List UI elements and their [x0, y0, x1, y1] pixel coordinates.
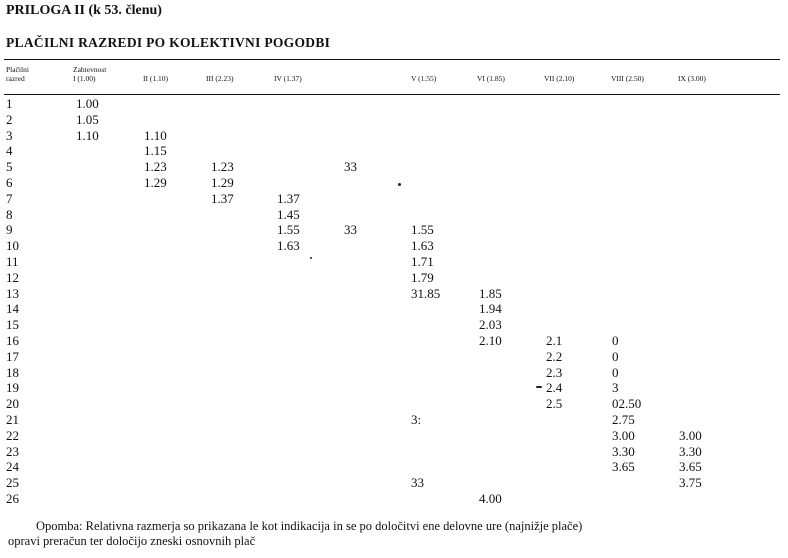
razred-number: 22 — [6, 427, 19, 443]
header-zahtevnost — [73, 65, 106, 83]
table-cell-c7: 2.4 — [546, 380, 563, 396]
table-cell-c8: 0 — [612, 364, 619, 380]
header-col-5: V (1.55) — [411, 74, 437, 83]
table-cell-c2: 1.23 — [144, 159, 167, 175]
table-cell-c9: 3.65 — [679, 459, 702, 475]
footnote-line2: opravi preračun ter določijo zneski osnovnih plač — [8, 534, 256, 548]
table-cell-c6: 4.00 — [479, 491, 502, 506]
table-cell-c5: 31.85 — [411, 285, 441, 301]
table-cell-c3: 1.23 — [211, 159, 234, 175]
table-cell-c9: 3.30 — [679, 443, 702, 459]
document-title: PRILOGA II (k 53. členu) — [6, 3, 162, 18]
razred-number: 1 — [6, 96, 13, 111]
table-cell-c2: 1.15 — [144, 143, 167, 159]
razred-number: 20 — [6, 396, 19, 412]
razred-number: 10 — [6, 238, 19, 254]
table-cell-c2: 1.29 — [144, 175, 167, 190]
header-razred — [6, 65, 29, 83]
header-col-7: VII (2.10) — [544, 74, 575, 83]
header-col-2: II (1.10) — [143, 74, 168, 83]
header-col-3: III (2.23) — [206, 74, 234, 83]
table-cell-c8: 0 — [612, 348, 619, 364]
table-cell-c8: 3.65 — [612, 459, 635, 475]
table-cell-c4: 1.63 — [277, 238, 300, 254]
razred-number: 9 — [6, 222, 13, 238]
header-zahtevnost-line2: I (1.00) — [73, 74, 96, 83]
table-cell-c1: 1.05 — [76, 111, 99, 127]
razred-number: 5 — [6, 159, 13, 175]
table-cell-c3: 1.37 — [211, 190, 234, 206]
razred-number: 14 — [6, 301, 19, 317]
razred-number: 13 — [6, 285, 19, 301]
table-cell-c5: 1.71 — [411, 254, 434, 269]
scan-speck — [398, 183, 401, 186]
table-cell-c8: 02.50 — [612, 396, 642, 412]
header-razred-line2: razred — [6, 74, 25, 83]
footnote-line1: Opomba: Relativna razmerja so prikazana le kot indikacija in se po določitvi ene delovne ure (najnižje plače) — [36, 519, 583, 533]
table-cell-c6: 1.85 — [479, 285, 502, 301]
table-cell-c7: 2.1 — [546, 333, 563, 348]
razred-number: 2 — [6, 111, 13, 127]
table-cell-c8: 3.00 — [612, 427, 635, 443]
table-cell-c1: 1.00 — [76, 96, 99, 111]
table-cell-c4b: 33 — [344, 159, 357, 175]
table-cell-c5: 33 — [411, 475, 424, 491]
table-cell-c1: 1.10 — [76, 127, 99, 143]
scan-speck — [536, 386, 542, 388]
table-cell-c6: 1.94 — [479, 301, 502, 317]
razred-number: 4 — [6, 143, 13, 159]
header-col-6: VI (1.85) — [477, 74, 505, 83]
table-cell-c8: 2.75 — [612, 412, 635, 427]
table-cell-c5: 3: — [411, 412, 422, 427]
footnote — [8, 519, 786, 549]
scan-speck — [310, 257, 312, 259]
table-cell-c5: 1.55 — [411, 222, 434, 238]
razred-number: 15 — [6, 317, 19, 333]
table-title: PLAČILNI RAZREDI PO KOLEKTIVNI POGODBI — [6, 35, 331, 50]
table-cell-c7: 2.3 — [546, 364, 563, 380]
header-col-9: IX (3.00) — [678, 74, 706, 83]
razred-number: 17 — [6, 348, 19, 364]
table-cell-c6: 2.10 — [479, 333, 502, 348]
table-cell-c7: 2.5 — [546, 396, 563, 412]
table-cell-c4: 1.37 — [277, 190, 300, 206]
razred-number: 25 — [6, 475, 19, 491]
razred-number: 11 — [6, 254, 19, 269]
razred-number: 26 — [6, 491, 19, 506]
razred-number: 23 — [6, 443, 19, 459]
header-col-8: VIII (2.50) — [611, 74, 644, 83]
razred-number: 19 — [6, 380, 19, 396]
razred-number: 3 — [6, 127, 13, 143]
table-top-rule — [4, 59, 780, 60]
header-col-4: IV (1.37) — [274, 74, 302, 83]
razred-number: 6 — [6, 175, 13, 190]
table-cell-c4: 1.45 — [277, 206, 300, 222]
table-cell-c5: 1.79 — [411, 269, 434, 285]
table-cell-c2: 1.10 — [144, 127, 167, 143]
razred-number: 21 — [6, 412, 19, 427]
table-cell-c5: 1.63 — [411, 238, 434, 254]
table-cell-c3: 1.29 — [211, 175, 234, 190]
razred-number: 8 — [6, 206, 13, 222]
table-cell-c8: 3 — [612, 380, 619, 396]
razred-number: 12 — [6, 269, 19, 285]
razred-number: 7 — [6, 190, 13, 206]
razred-number: 16 — [6, 333, 19, 348]
table-cell-c9: 3.00 — [679, 427, 702, 443]
razred-number: 24 — [6, 459, 19, 475]
table-cell-c8: 3.30 — [612, 443, 635, 459]
table-header-rule — [4, 94, 780, 95]
header-zahtevnost-line1: Zahtevnost — [73, 65, 107, 74]
table-cell-c8: 0 — [612, 333, 619, 348]
table-cell-c4b: 33 — [344, 222, 357, 238]
header-razred-line1: Plačilni — [6, 65, 29, 74]
table-cell-c7: 2.2 — [546, 348, 563, 364]
table-cell-c6: 2.03 — [479, 317, 502, 333]
table-cell-c4: 1.55 — [277, 222, 300, 238]
razred-number: 18 — [6, 364, 19, 380]
table-cell-c9: 3.75 — [679, 475, 702, 491]
